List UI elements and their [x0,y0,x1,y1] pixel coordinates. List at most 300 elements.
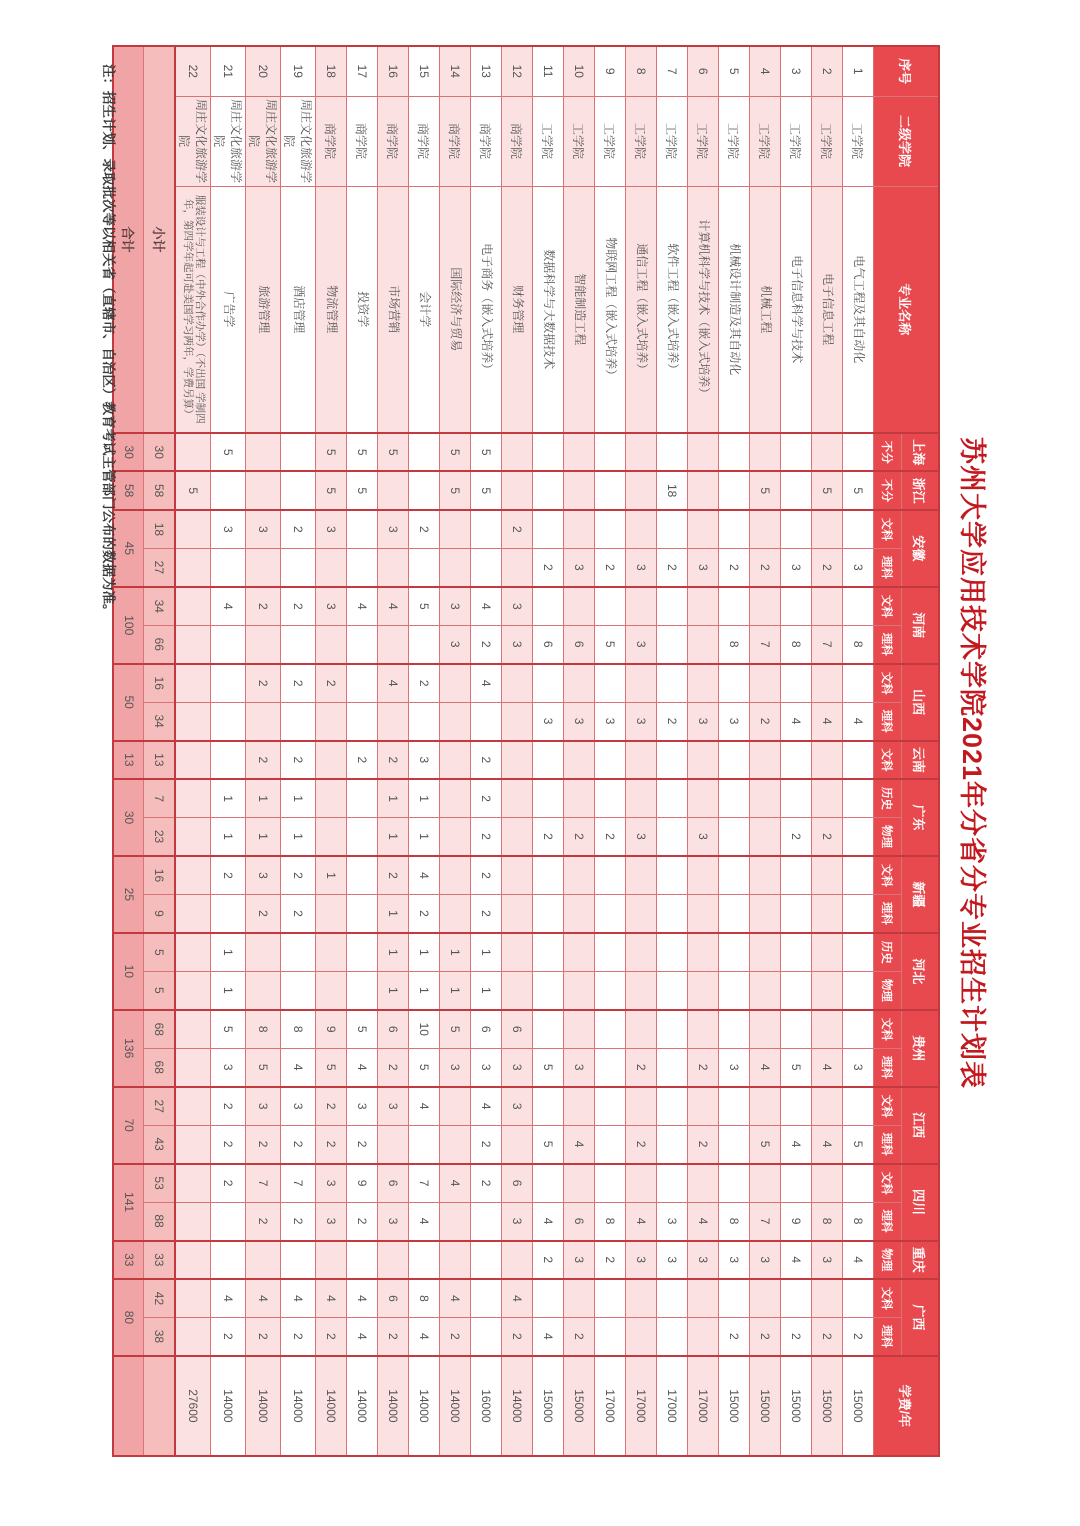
cell-plan-count [719,1010,750,1048]
cell-plan-count [175,587,211,625]
cell-plan-count: 5 [843,1125,874,1163]
cell-plan-count: 1 [378,971,409,1009]
cell-plan-count [812,971,843,1009]
cell-plan-count: 9 [347,1164,378,1202]
cell-plan-count [750,510,781,548]
cell-plan-count [688,471,719,509]
cell-plan-count: 8 [843,625,874,663]
col-header-category: 理科 [874,548,902,586]
cell-college: 周庄文化旅游学院 [211,96,246,186]
table-row [657,46,688,1456]
cell-plan-count: 8 [843,1202,874,1240]
cell-fee: 14000 [281,1356,316,1456]
cell-plan-count: 3 [440,1048,471,1086]
cell-fee: 17000 [595,1356,626,1456]
cell-plan-count: 5 [409,587,440,625]
cell-plan-count [688,1010,719,1048]
cell-plan-count [812,1010,843,1048]
cell-plan-count [175,856,211,894]
cell-plan-count: 2 [409,664,440,702]
cell-plan-count: 18 [657,471,688,509]
cell-plan-count [347,933,378,971]
cell-plan-count: 1 [246,779,281,817]
cell-plan-count [175,1241,211,1279]
cell-plan-count [175,741,211,779]
cell-plan-count [564,779,595,817]
cell-plan-count: 3 [843,1048,874,1086]
cell-plan-count: 6 [533,625,564,663]
cell-plan-count [595,933,626,971]
cell-plan-count: 2 [378,1317,409,1355]
subtotal-value: 27 [144,1087,175,1125]
cell-plan-count [471,1317,502,1355]
cell-plan-count: 2 [281,1317,316,1355]
cell-plan-count [595,779,626,817]
cell-plan-count [812,1279,843,1317]
cell-plan-count [281,933,316,971]
cell-plan-count [626,1279,657,1317]
cell-major: 酒店管理 [281,186,316,433]
subtotal-value: 33 [144,1241,175,1279]
cell-plan-count: 4 [347,587,378,625]
cell-plan-count [688,625,719,663]
cell-plan-count: 3 [781,548,812,586]
cell-plan-count [781,741,812,779]
cell-plan-count [688,894,719,932]
subtotal-value: 88 [144,1202,175,1240]
table-row [564,46,595,1456]
cell-plan-count: 3 [316,587,347,625]
col-header-category: 理科 [874,894,902,932]
cell-plan-count [471,1202,502,1240]
cell-plan-count [595,1048,626,1086]
cell-plan-count [246,548,281,586]
cell-plan-count [657,1279,688,1317]
subtotal-value: 18 [144,510,175,548]
cell-plan-count [595,971,626,1009]
total-value: 58 [113,471,144,509]
cell-plan-count [657,933,688,971]
cell-plan-count [719,587,750,625]
col-header-category: 文科 [874,587,902,625]
cell-plan-count [750,856,781,894]
col-header-category: 历史 [874,779,902,817]
cell-plan-count [246,471,281,509]
cell-major: 物联网工程（嵌入式培养） [595,186,626,433]
cell-major: 国际经济与贸易 [440,186,471,433]
cell-plan-count [502,894,533,932]
cell-college: 工学院 [843,96,874,186]
col-header-province: 云南 [902,741,940,779]
col-header-category: 不分 [874,471,902,509]
cell-plan-count [347,971,378,1009]
cell-plan-count [409,548,440,586]
cell-plan-count [564,894,595,932]
col-header-category: 历史 [874,933,902,971]
cell-fee: 15000 [533,1356,564,1456]
cell-plan-count: 9 [316,1010,347,1048]
cell-plan-count [595,510,626,548]
cell-plan-count: 3 [812,1241,843,1279]
table-row [595,46,626,1456]
subtotal-value: 34 [144,587,175,625]
table-row [316,46,347,1456]
cell-plan-count: 2 [812,818,843,856]
cell-plan-count [347,1241,378,1279]
cell-seq: 5 [719,46,750,96]
cell-plan-count [657,664,688,702]
cell-plan-count: 4 [533,1317,564,1355]
cell-plan-count: 8 [409,1279,440,1317]
cell-plan-count [316,741,347,779]
subtotal-value: 68 [144,1048,175,1086]
cell-plan-count [440,894,471,932]
col-header-category: 不分 [874,433,902,471]
cell-plan-count: 2 [281,1202,316,1240]
cell-plan-count: 2 [281,587,316,625]
cell-plan-count [595,664,626,702]
cell-plan-count [657,1164,688,1202]
cell-plan-count [316,548,347,586]
cell-college: 工学院 [564,96,595,186]
cell-plan-count [440,779,471,817]
cell-fee: 17000 [688,1356,719,1456]
cell-plan-count [750,1087,781,1125]
cell-plan-count: 3 [211,1048,246,1086]
cell-plan-count: 5 [595,625,626,663]
cell-plan-count [657,818,688,856]
cell-plan-count: 2 [657,548,688,586]
cell-plan-count: 4 [347,1317,378,1355]
cell-plan-count: 2 [246,587,281,625]
cell-plan-count [595,1279,626,1317]
cell-plan-count [533,664,564,702]
cell-plan-count [564,856,595,894]
table-row [843,46,874,1456]
cell-plan-count [750,933,781,971]
cell-plan-count: 3 [281,1087,316,1125]
cell-plan-count [471,510,502,548]
subtotal-fee-empty [144,1356,175,1456]
cell-plan-count [533,856,564,894]
cell-plan-count: 2 [471,779,502,817]
cell-plan-count [657,856,688,894]
cell-plan-count: 1 [211,818,246,856]
subtotal-value: 58 [144,471,175,509]
cell-fee: 14000 [246,1356,281,1456]
cell-plan-count: 3 [564,1241,595,1279]
subtotal-value: 42 [144,1279,175,1317]
subtotal-value: 5 [144,933,175,971]
cell-college: 工学院 [750,96,781,186]
cell-plan-count: 4 [409,1087,440,1125]
cell-plan-count: 4 [281,1279,316,1317]
cell-plan-count [502,741,533,779]
cell-plan-count: 2 [246,741,281,779]
cell-plan-count [316,625,347,663]
cell-plan-count [246,1241,281,1279]
cell-major: 财务管理 [502,186,533,433]
cell-plan-count: 4 [347,1048,378,1086]
cell-plan-count [564,741,595,779]
cell-plan-count: 2 [281,894,316,932]
cell-plan-count: 5 [246,1048,281,1086]
cell-plan-count [657,779,688,817]
cell-seq: 9 [595,46,626,96]
cell-plan-count [843,587,874,625]
cell-plan-count [843,433,874,471]
cell-plan-count: 2 [246,1125,281,1163]
cell-college: 工学院 [533,96,564,186]
cell-plan-count [175,702,211,740]
cell-plan-count: 5 [409,1048,440,1086]
col-header-category: 理科 [874,1048,902,1086]
cell-plan-count [316,971,347,1009]
cell-plan-count [533,1010,564,1048]
cell-plan-count: 4 [440,1279,471,1317]
cell-plan-count: 3 [564,1048,595,1086]
cell-plan-count [626,971,657,1009]
cell-plan-count: 6 [378,1279,409,1317]
cell-plan-count [688,779,719,817]
table-row [175,46,211,1456]
cell-seq: 12 [502,46,533,96]
cell-plan-count [843,971,874,1009]
cell-plan-count [409,1125,440,1163]
cell-plan-count [564,1010,595,1048]
cell-plan-count [626,1317,657,1355]
cell-plan-count [595,1010,626,1048]
cell-plan-count [688,971,719,1009]
cell-plan-count: 2 [719,548,750,586]
cell-plan-count: 3 [626,702,657,740]
cell-fee: 16000 [471,1356,502,1456]
header-row-provinces [902,46,940,1456]
cell-plan-count [781,664,812,702]
cell-plan-count [812,856,843,894]
cell-major: 电子信息科学与技术 [781,186,812,433]
subtotal-value: 16 [144,856,175,894]
cell-plan-count [657,587,688,625]
cell-plan-count [564,933,595,971]
cell-plan-count [211,548,246,586]
cell-plan-count: 3 [316,510,347,548]
cell-college: 商学院 [502,96,533,186]
cell-college: 商学院 [440,96,471,186]
cell-plan-count [781,971,812,1009]
cell-plan-count: 2 [626,1048,657,1086]
total-value: 30 [113,433,144,471]
cell-plan-count: 2 [281,510,316,548]
cell-plan-count [440,741,471,779]
cell-plan-count [626,1164,657,1202]
cell-plan-count [843,933,874,971]
cell-plan-count: 5 [471,433,502,471]
total-value: 80 [113,1279,144,1356]
cell-plan-count [211,1202,246,1240]
cell-plan-count [750,587,781,625]
cell-plan-count: 2 [471,856,502,894]
cell-plan-count [812,741,843,779]
cell-plan-count [378,1125,409,1163]
cell-plan-count: 6 [378,1164,409,1202]
cell-college: 工学院 [688,96,719,186]
cell-plan-count [533,510,564,548]
cell-plan-count: 3 [440,587,471,625]
cell-plan-count: 2 [533,1241,564,1279]
cell-fee: 15000 [564,1356,595,1456]
col-header-province: 河北 [902,933,940,1010]
cell-seq: 13 [471,46,502,96]
cell-fee: 15000 [843,1356,874,1456]
cell-plan-count [688,933,719,971]
cell-plan-count [347,510,378,548]
cell-college: 商学院 [409,96,440,186]
cell-seq: 22 [175,46,211,96]
cell-plan-count: 2 [316,664,347,702]
cell-plan-count: 7 [812,625,843,663]
cell-major: 旅游管理 [246,186,281,433]
cell-fee: 14000 [211,1356,246,1456]
cell-plan-count: 4 [347,1279,378,1317]
cell-plan-count: 2 [246,1202,281,1240]
cell-plan-count [175,664,211,702]
subtotal-value: 66 [144,625,175,663]
cell-plan-count [719,971,750,1009]
cell-plan-count [719,1087,750,1125]
cell-plan-count: 4 [471,587,502,625]
cell-plan-count: 2 [595,1241,626,1279]
col-header-category: 文科 [874,510,902,548]
cell-plan-count: 4 [281,1048,316,1086]
cell-seq: 16 [378,46,409,96]
cell-plan-count: 3 [440,625,471,663]
cell-plan-count [281,471,316,509]
table-row [440,46,471,1456]
cell-plan-count [246,702,281,740]
cell-seq: 20 [246,46,281,96]
cell-plan-count: 3 [719,1048,750,1086]
cell-plan-count: 2 [471,1125,502,1163]
cell-plan-count [533,741,564,779]
cell-plan-count [175,1087,211,1125]
cell-plan-count: 5 [316,433,347,471]
table-row [533,46,564,1456]
cell-college: 商学院 [347,96,378,186]
cell-plan-count: 4 [316,1279,347,1317]
col-header-category: 理科 [874,1125,902,1163]
cell-plan-count [175,1010,211,1048]
cell-plan-count: 5 [378,433,409,471]
cell-plan-count: 3 [657,1241,688,1279]
cell-seq: 7 [657,46,688,96]
cell-plan-count [502,664,533,702]
cell-plan-count: 2 [316,1317,347,1355]
col-header-major: 专业名称 [874,186,940,433]
cell-plan-count [471,1279,502,1317]
cell-plan-count [750,971,781,1009]
total-value: 50 [113,664,144,741]
cell-plan-count [440,1087,471,1125]
col-header-category: 物理 [874,1241,902,1279]
cell-college: 工学院 [812,96,843,186]
subtotal-value: 68 [144,1010,175,1048]
col-header-category: 物理 [874,971,902,1009]
cell-college: 商学院 [378,96,409,186]
cell-fee: 15000 [812,1356,843,1456]
cell-plan-count: 2 [471,894,502,932]
cell-plan-count: 3 [347,1087,378,1125]
cell-plan-count [378,625,409,663]
subtotal-value: 34 [144,702,175,740]
cell-college: 工学院 [719,96,750,186]
subtotal-value: 5 [144,971,175,1009]
cell-plan-count [626,510,657,548]
cell-plan-count: 1 [281,818,316,856]
cell-major: 电子商务（嵌入式培养） [471,186,502,433]
cell-plan-count [657,971,688,1009]
cell-plan-count: 1 [378,779,409,817]
cell-plan-count [347,818,378,856]
cell-fee: 14000 [409,1356,440,1456]
cell-plan-count: 1 [440,971,471,1009]
cell-plan-count [626,1087,657,1125]
cell-plan-count [471,702,502,740]
cell-plan-count [812,510,843,548]
cell-plan-count [347,664,378,702]
cell-major: 数据科学与大数据技术 [533,186,564,433]
cell-plan-count: 5 [316,471,347,509]
cell-plan-count: 2 [211,1125,246,1163]
cell-plan-count: 4 [781,702,812,740]
cell-plan-count [564,433,595,471]
cell-plan-count: 2 [211,1317,246,1355]
cell-plan-count: 10 [409,1010,440,1048]
cell-plan-count [781,779,812,817]
cell-seq: 15 [409,46,440,96]
cell-plan-count [595,1087,626,1125]
total-value: 10 [113,933,144,1010]
cell-plan-count [246,433,281,471]
cell-plan-count [533,1164,564,1202]
cell-plan-count [440,548,471,586]
cell-seq: 1 [843,46,874,96]
cell-plan-count [843,856,874,894]
cell-plan-count [409,471,440,509]
cell-plan-count [409,1241,440,1279]
subtotal-value: 13 [144,741,175,779]
total-value: 70 [113,1087,144,1164]
cell-plan-count [719,818,750,856]
cell-plan-count [533,433,564,471]
cell-plan-count [750,779,781,817]
subtotal-value: 43 [144,1125,175,1163]
cell-college: 商学院 [316,96,347,186]
cell-fee: 15000 [750,1356,781,1456]
col-header-category: 文科 [874,1164,902,1202]
cell-plan-count [564,587,595,625]
cell-plan-count: 3 [719,1241,750,1279]
cell-seq: 18 [316,46,347,96]
cell-plan-count: 4 [409,1202,440,1240]
cell-plan-count: 7 [281,1164,316,1202]
cell-plan-count [175,1164,211,1202]
cell-college: 工学院 [626,96,657,186]
cell-seq: 17 [347,46,378,96]
cell-seq: 19 [281,46,316,96]
cell-seq: 3 [781,46,812,96]
cell-plan-count: 4 [409,856,440,894]
